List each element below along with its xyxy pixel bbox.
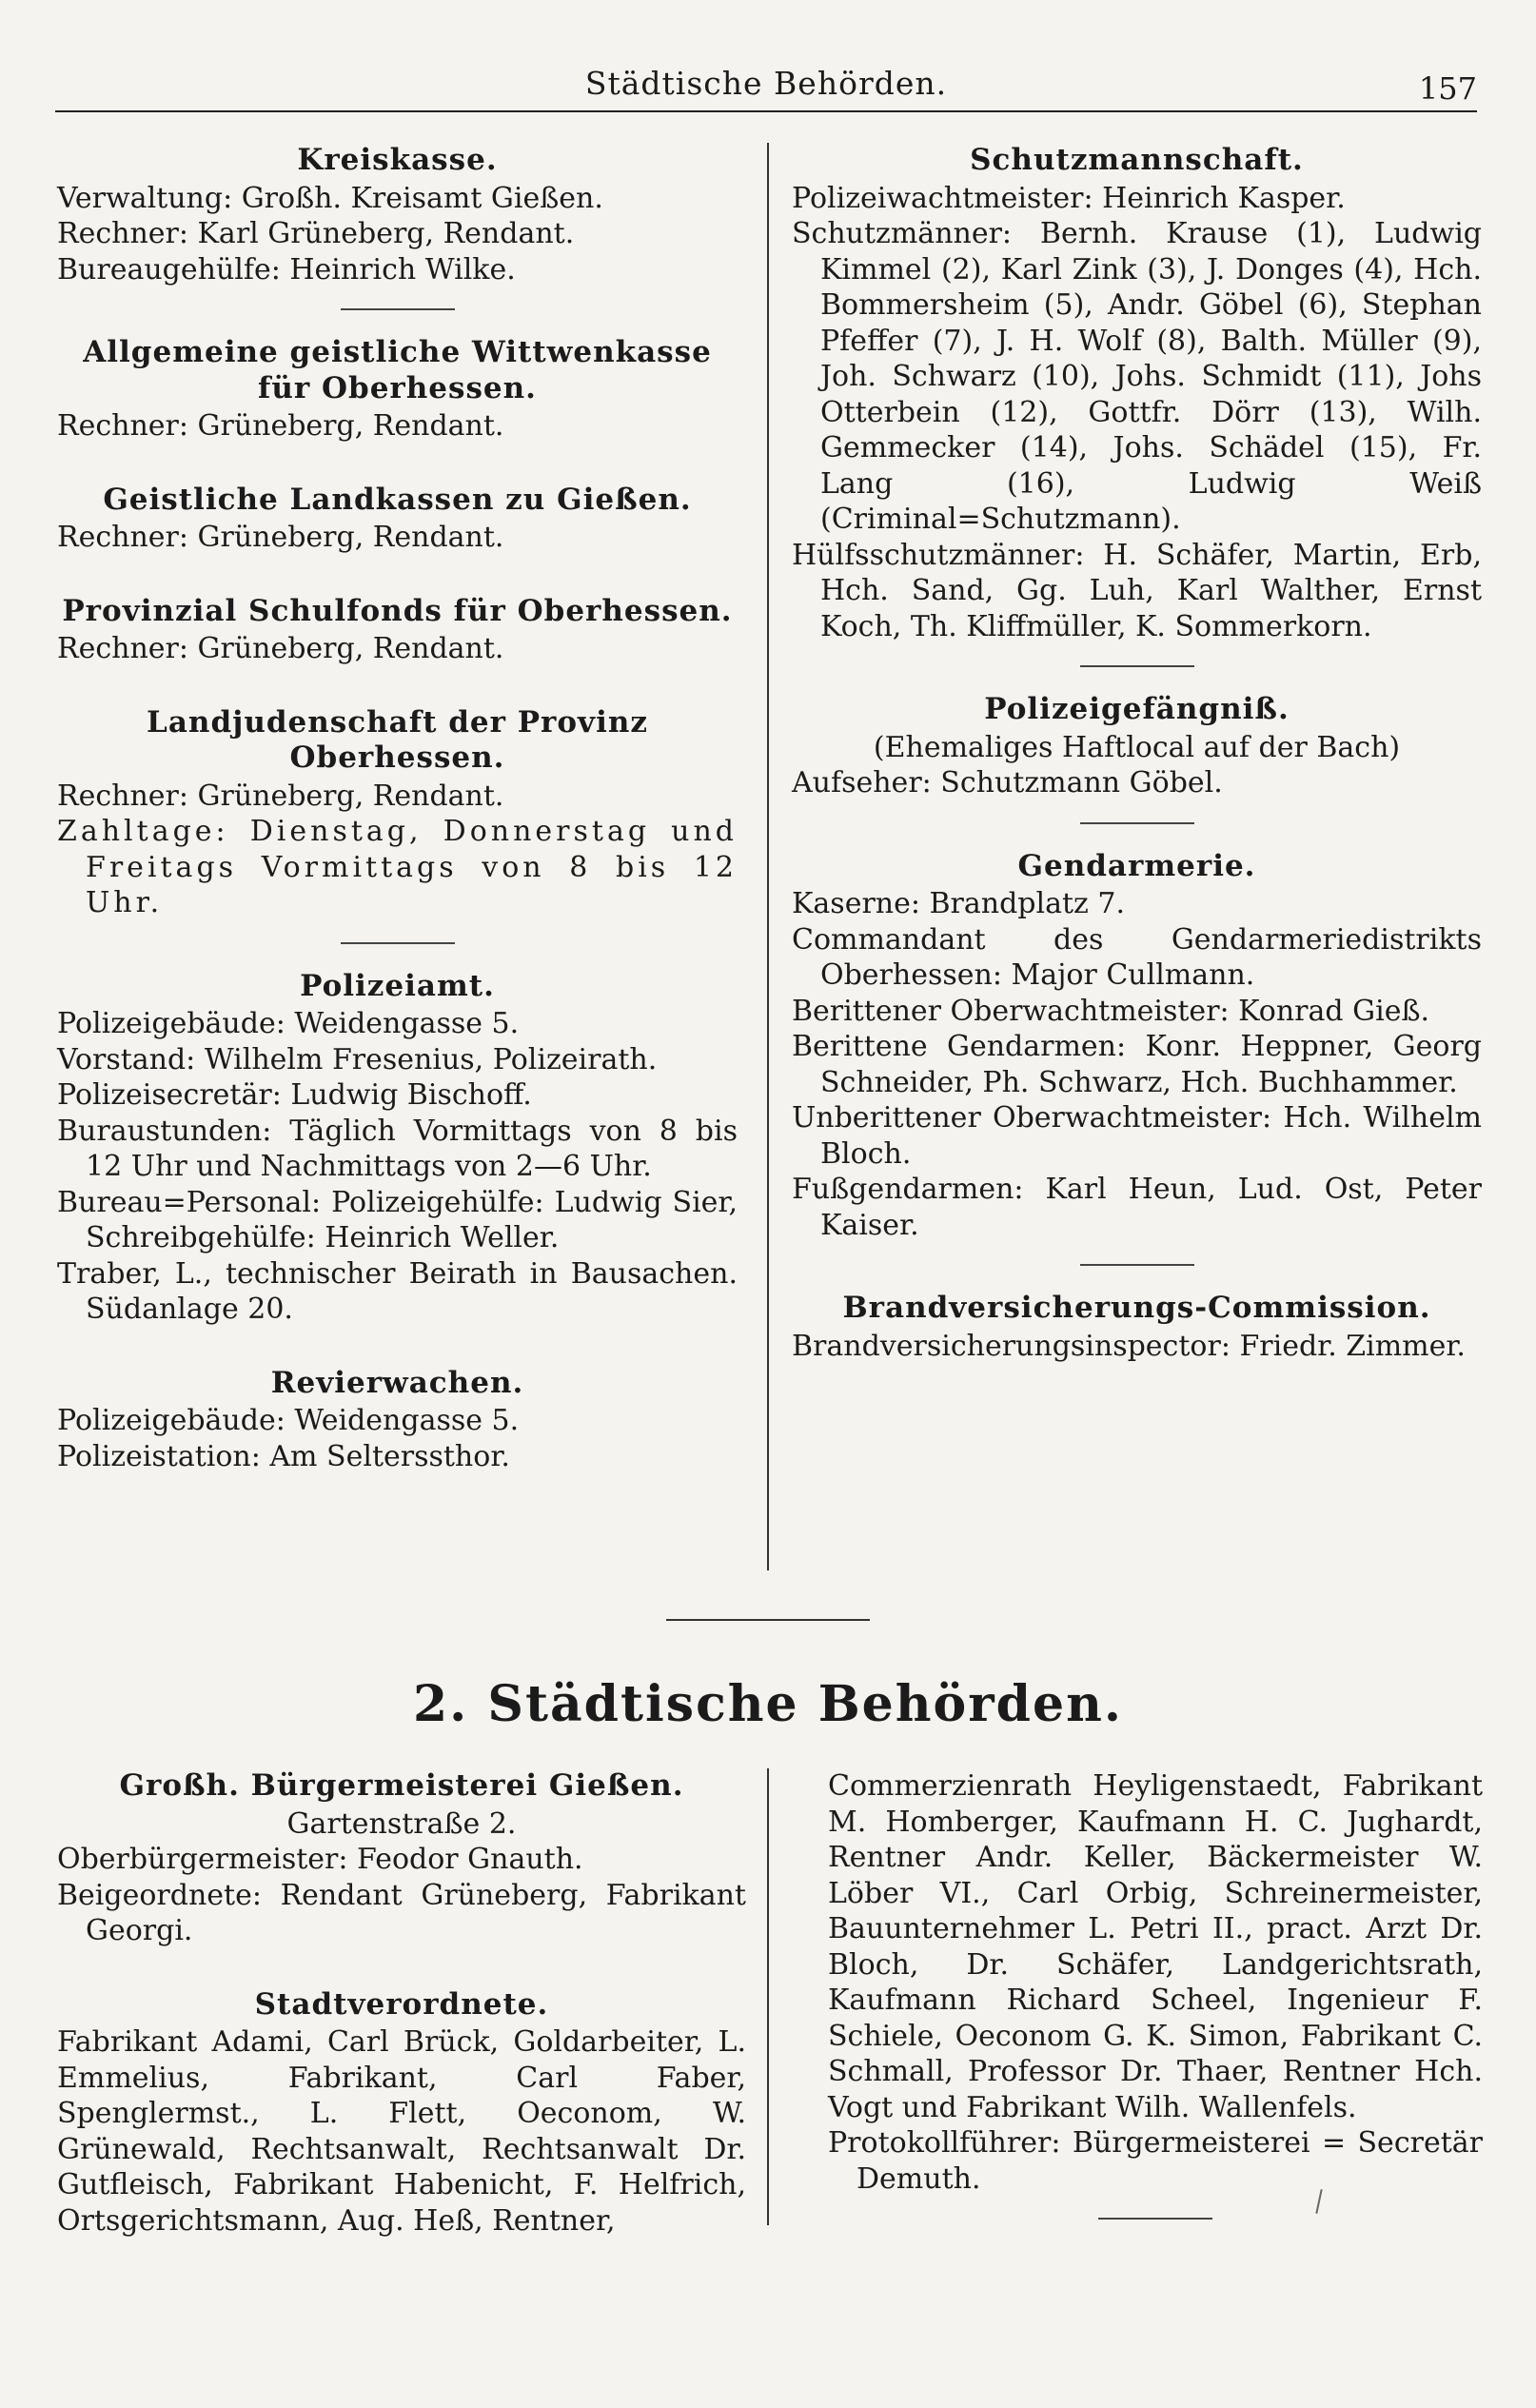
- section-title-polizeiamt: Polizeiamt.: [300, 968, 495, 1003]
- entry-line: Commandant des Gendarmeriedistrikts Oberhessen: Major Cullmann.: [792, 922, 1482, 992]
- separator: [1080, 665, 1194, 667]
- section-title-wittwenkasse: Allgemeine geistliche Wittwenkasse für Oberhessen.: [83, 335, 712, 405]
- separator: [341, 460, 455, 462]
- section-title-polizeigefaengnis: Polizeigefängniß.: [984, 692, 1290, 726]
- left-column-top: [57, 143, 738, 1474]
- entry-line: Buraustunden: Täglich Vormittags von 8 bis 12 Uhr und Nachmittags von 2—6 Uhr.: [57, 1114, 738, 1183]
- section-title-gendarmerie: Gendarmerie.: [1017, 848, 1256, 883]
- entry-line: Zahltage: Dienstag, Donnerstag und Freitags Vormittags von 8 bis 12 Uhr.: [57, 815, 738, 919]
- page-number: 157: [1418, 70, 1477, 107]
- entry-line: Vorstand: Wilhelm Fresenius, Polizeirath.: [57, 1042, 658, 1076]
- entry-line: Rechner: Grüneberg, Rendant.: [57, 521, 504, 554]
- separator: [1098, 2218, 1212, 2220]
- separator: [341, 1343, 455, 1345]
- entry-line: Polizeisecretär: Ludwig Bischoff.: [57, 1078, 532, 1112]
- section-title-revierwachen: Revierwachen.: [270, 1365, 524, 1400]
- entry-line: Fußgendarmen: Karl Heun, Lud. Ost, Peter Kaiser.: [792, 1173, 1482, 1242]
- entry-line: Hülfsschutzmänner: H. Schäfer, Martin, Erb, Hch. Sand, Gg. Luh, Karl Walther, Ernst Koch, Th. Kliffmüller, K. Sommerkorn.: [792, 538, 1482, 643]
- entry-line: Polizeiwachtmeister: Heinrich Kasper.: [792, 181, 1346, 215]
- entry-note: (Ehemaliges Haftlocal auf der Bach): [873, 730, 1401, 764]
- page-header: [55, 65, 1477, 112]
- entry-line: Rechner: Grüneberg, Rendant.: [57, 632, 504, 665]
- entry-line: Verwaltung: Großh. Kreisamt Gießen.: [57, 181, 603, 215]
- section-title-buergermeisterei: Großh. Bürgermeisterei Gießen.: [119, 1768, 684, 1803]
- entry-line: Beigeordnete: Rendant Grüneberg, Fabrikant Georgi.: [57, 1878, 746, 1947]
- entry-line: Polizeigebäude: Weidengasse 5.: [57, 1404, 520, 1437]
- separator: [341, 308, 455, 310]
- header-rule: [55, 110, 1477, 112]
- right-column-top: [792, 143, 1482, 1364]
- separator: [341, 571, 455, 573]
- section-title-schulfonds: Provinzial Schulfonds für Oberhessen.: [62, 593, 733, 628]
- right-column-bottom: [828, 1768, 1483, 2244]
- entry-line: Polizeigebäude: Weidengasse 5.: [57, 1007, 520, 1040]
- separator: [1080, 822, 1194, 824]
- separator: [341, 942, 455, 944]
- separator: [345, 1964, 459, 1966]
- entry-address: Gartenstraße 2.: [286, 1806, 517, 1841]
- entry-line: Aufseher: Schutzmann Göbel.: [792, 766, 1223, 799]
- entry-line: Kaserne: Brandplatz 7.: [792, 887, 1126, 920]
- section-rule: [666, 1619, 870, 1621]
- entry-line: Polizeistation: Am Selterssthor.: [57, 1439, 510, 1473]
- separator: [341, 682, 455, 684]
- entry-line: Brandversicherungsinspector: Friedr. Zimmer.: [792, 1329, 1466, 1363]
- running-title: Städtische Behörden.: [584, 65, 948, 102]
- entry-line: Rechner: Grüneberg, Rendant.: [57, 409, 504, 443]
- entry-line: Schutzmänner: Bernh. Krause (1), Ludwig Kimmel (2), Karl Zink (3), J. Donges (4), Hch. Bommersheim (5), Andr. Göbel (6), Stephan Pfeffer (7), J. H. Wolf (8), Balth. Müller (9), Joh. Schwarz (10), Johs. Schmidt (11), Johs Otterbein (12), Gottfr. Dörr (13), Wilh. Gemmecker (14), Johs. Schädel (15), Fr. Lang (16), Ludwig Weiß (Criminal=Schutzmann).: [792, 217, 1482, 536]
- column-divider: [767, 143, 769, 1570]
- entry-line: Commerzienrath Heyligenstaedt, Fabrikant M. Homberger, Kaufmann H. C. Jughardt, Rentner Andr. Keller, Bäckermeister W. Löber VI., Carl Orbig, Schreinermeister, Bauunternehmer L. Petri II., pract. Arzt Dr. Bloch, Dr. Schäfer, Landgerichtsrath, Kaufmann Richard Scheel, Ingenieur F. Schiele, Oeconom G. K. Simon, Fabrikant C. Schmall, Professor Dr. Thaer, Rentner Hch. Vogt und Fabrikant Wilh. Wallenfels.: [828, 1769, 1483, 2124]
- section-title-stadtverordnete: Stadtverordnete.: [254, 1986, 549, 2022]
- entry-line: Rechner: Karl Grüneberg, Rendant.: [57, 217, 575, 250]
- entry-line: Fabrikant Adami, Carl Brück, Goldarbeiter, L. Emmelius, Fabrikant, Carl Faber, Spenglermst., L. Flett, Oeconom, W. Grünewald, Rechtsanwalt, Rechtsanwalt Dr. Gutfleisch, Fabrikant Habenicht, F. Helfrich, Ortsgerichtsmann, Aug. Heß, Rentner,: [57, 2025, 746, 2238]
- entry-line: Berittene Gendarmen: Konr. Heppner, Georg Schneider, Ph. Schwarz, Hch. Buchhammer.: [792, 1030, 1482, 1099]
- entry-line: Berittener Oberwachtmeister: Konrad Gieß.: [792, 994, 1430, 1028]
- section-heading: 2. Städtische Behörden.: [413, 1675, 1123, 1733]
- entry-line: Traber, L., technischer Beirath in Bausachen. Südanlage 20.: [57, 1256, 738, 1326]
- section-title-landkassen: Geistliche Landkassen zu Gießen.: [103, 482, 692, 517]
- entry-line: Protokollführer: Bürgermeisterei = Secretär Demuth.: [828, 2126, 1483, 2196]
- entry-line: Unberittener Oberwachtmeister: Hch. Wilhelm Bloch.: [792, 1101, 1482, 1171]
- separator: [1080, 1264, 1194, 1266]
- column-divider: [767, 1768, 769, 2225]
- section-title-landjudenschaft: Landjudenschaft der Provinz Oberhessen.: [147, 704, 648, 775]
- entry-line: Oberbürgermeister: Feodor Gnauth.: [57, 1843, 583, 1876]
- entry-line: Rechner: Grüneberg, Rendant.: [57, 779, 504, 813]
- entry-line: Bureaugehülfe: Heinrich Wilke.: [57, 252, 516, 286]
- section-title-kreiskasse: Kreiskasse.: [297, 143, 498, 177]
- section-title-schutzmannschaft: Schutzmannschaft.: [970, 143, 1304, 177]
- section-title-brandversicherung: Brandversicherungs-Commission.: [842, 1291, 1431, 1325]
- left-column-bottom: [57, 1768, 746, 2239]
- entry-line: Bureau=Personal: Polizeigehülfe: Ludwig Sier, Schreibgehülfe: Heinrich Weller.: [57, 1185, 738, 1254]
